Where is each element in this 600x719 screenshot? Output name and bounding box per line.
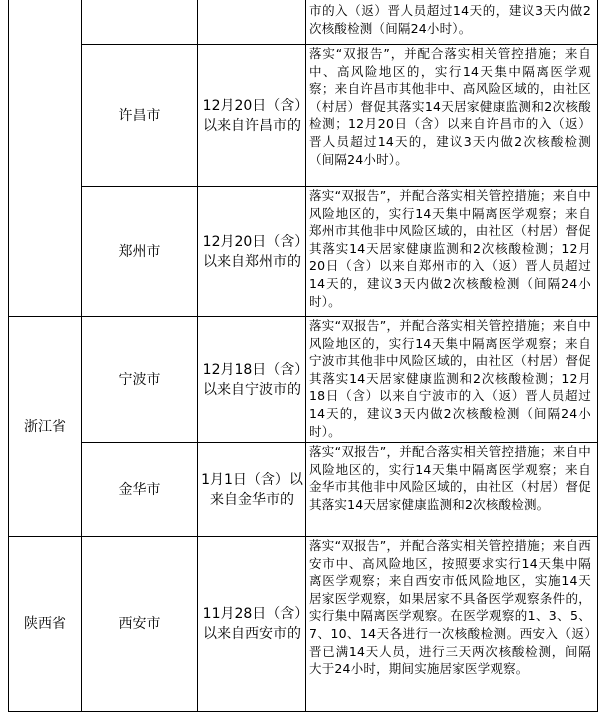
province-cell (9, 317, 81, 536)
grid-line (597, 0, 598, 712)
grid-line (305, 0, 306, 712)
period-text: 1月1日（含）以来自金华市的 (201, 471, 303, 508)
period-text: 12月20日（含）以来自许昌市的 (202, 97, 302, 134)
measure-cell (307, 537, 591, 711)
measure-text: 落实“双报告”，并配合落实相关管控措施；来自中、高风险地区的，实行14天集中隔离医学观察；来自许昌市其他非中、高风险区域的，由社区（村居）督促其落实14天居家健康监测和2次核酸检测；12月20日（含）以来自许昌市的入（返）晋人员超过14天的，建议3天内做2次核酸检测（间隔24小时）。 (309, 46, 591, 167)
city-name: 宁波市 (118, 371, 161, 388)
city-name: 金华市 (118, 481, 161, 498)
city-cell (82, 45, 197, 186)
measure-text: 落实“双报告”，并配合落实相关管控措施；来自西安市中、高风险地区，按照要求实行14天集中隔离医学观察；来自西安市低风险地区，实施14天居家医学观察，如果居家不具备医学观察条件的，实行集中隔离医学观察。在医学观察的1、3、5、7、10、14天各进行一次核酸检测。西安入（返）晋已满14天人员，进行三天两次核酸检测，间隔大于24小时，期间实施居家医学观察。 (309, 538, 591, 677)
policy-table (8, 0, 598, 712)
city-cell (82, 443, 197, 536)
period-cell (200, 537, 304, 711)
measure-cell (307, 187, 591, 316)
city-name: 郑州市 (118, 243, 161, 260)
measure-cell (307, 443, 591, 536)
grid-line (197, 0, 198, 712)
measure-cell (307, 2, 591, 44)
city-name: 许昌市 (118, 107, 161, 124)
measure-text: 市的入（返）晋人员超过14天的，建议3天内做2次核酸检测（间隔24小时）。 (309, 3, 591, 36)
city-name: 西安市 (118, 616, 161, 632)
measure-text: 落实“双报告”，并配合落实相关管控措施；来自中风险地区的，实行14天集中隔离医学观察；来自郑州市其他非中风险区域的，由社区（村居）督促其落实14天居家健康监测和2次核酸检测；12月20日（含）以来自郑州市的入（返）晋人员超过14天的，建议3天内做2次核酸检测（间隔24小时）。 (309, 188, 591, 309)
measure-cell (307, 45, 591, 186)
measure-text: 落实“双报告”，并配合落实相关管控措施；来自中风险地区的，实行14天集中隔离医学观察；来自金华市其他非中风险区域的，由社区（村居）督促其落实14天居家健康监测和2次核酸检测。 (309, 444, 591, 512)
period-text: 12月18日（含）以来自宁波市的 (202, 361, 302, 398)
period-cell (200, 443, 304, 536)
period-text: 11月28日（含）以来自西安市的 (202, 606, 302, 642)
measure-cell (307, 317, 591, 442)
period-cell (200, 317, 304, 442)
province-cell (9, 537, 81, 711)
grid-line (8, 711, 598, 712)
period-cell (200, 45, 304, 186)
city-cell (82, 537, 197, 711)
period-text: 12月20日（含）以来自郑州市的 (202, 233, 302, 270)
period-cell (200, 187, 304, 316)
city-cell (82, 187, 197, 316)
city-cell (82, 317, 197, 442)
province-name: 浙江省 (24, 418, 66, 435)
province-name: 陕西省 (24, 616, 66, 632)
measure-text: 落实“双报告”，并配合落实相关管控措施；来自中风险地区的，实行14天集中隔离医学观察；来自宁波市其他非中风险区域的，由社区（村居）督促其落实14天居家健康监测和2次核酸检测；12月18日（含）以来自宁波市的入（返）晋人员超过14天的，建议3天内做2次核酸检测（间隔24小时）。 (309, 318, 591, 439)
